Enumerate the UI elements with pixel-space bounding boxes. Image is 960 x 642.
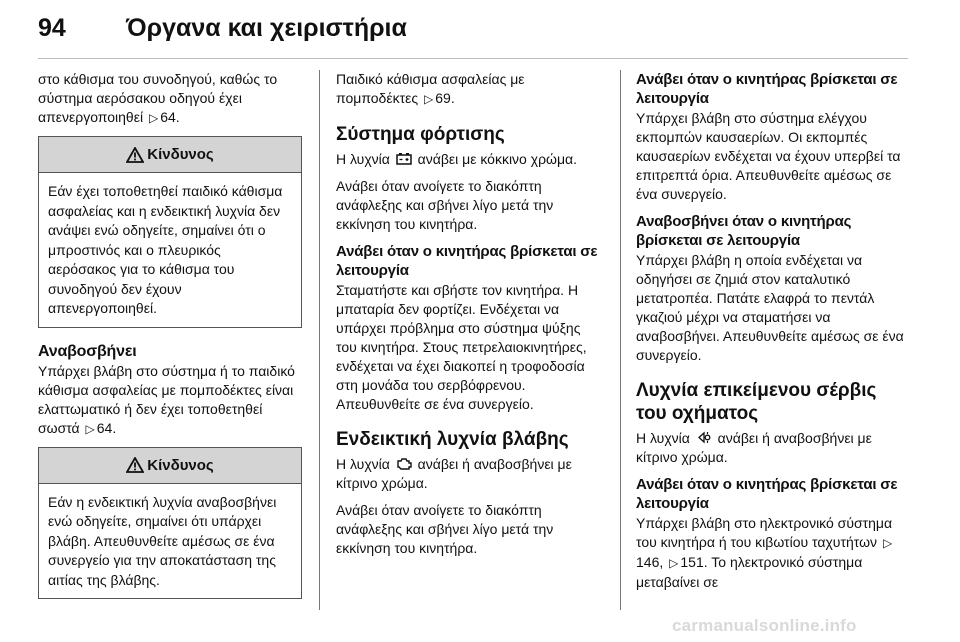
column-3: [636, 70, 904, 600]
column-divider: [319, 70, 320, 610]
page-header: [38, 14, 407, 46]
page-reference-arrow-icon: ▷: [424, 92, 434, 106]
subsection-heading: Αναβοσβήνει όταν ο κινητήρας βρίσκεται σε λειτουργία: [636, 213, 852, 249]
danger-box: [38, 447, 302, 600]
page-reference[interactable]: 146,: [636, 554, 664, 570]
paragraph: Υπάρχει βλάβη η οποία ενδέχεται να οδηγήσει σε ζημιά στον καταλυτικό μετατροπέα. Πατάτε ελαφρά το πεντάλ γκαζιού μέχρι να σταματήσει να αναβοσβήνει. Απευθυνθείτε αμέσως σε ένα συνεργείο.: [636, 252, 904, 363]
paragraph: Ανάβει όταν ανοίγετε το διακόπτη ανάφλεξης και σβήνει λίγο μετά την εκκίνηση του κινητήρα.: [336, 502, 554, 556]
page-reference[interactable]: 151.: [680, 554, 708, 570]
page-title: Όργανα και χειριστήρια: [126, 14, 407, 42]
paragraph: Υπάρχει βλάβη στο σύστημα ελέγχου εκπομπών καυσαερίων. Οι εκπομπές καυσαερίων ενδέχεται να έχουν υπερβεί τα επιτρεπτά όρια. Απευθυνθείτε αμέσως σε ένα συνεργείο.: [636, 110, 901, 202]
danger-box-title: Κίνδυνος: [147, 146, 214, 163]
section-heading: Σύστημα φόρτισης: [336, 124, 505, 145]
paragraph: Υπάρχει βλάβη στο σύστημα ή το παιδικό κάθισμα ασφαλείας με πομποδέκτες είναι ελαττωματικό ή δεν έχει τοποθετηθεί σωστά ▷ 64.: [38, 362, 302, 439]
paragraph: Η λυχνία ανάβει ή αναβοσβήνει με κίτρινο χρώμα.: [336, 456, 572, 491]
subsection-heading: Ανάβει όταν ο κινητήρας βρίσκεται σε λειτουργία: [636, 71, 898, 107]
column-divider: [620, 70, 621, 610]
page-number: 94: [38, 14, 66, 42]
danger-box-text: Εάν έχει τοποθετηθεί παιδικό κάθισμα ασφαλείας και η ενδεικτική λυχνία δεν ανάψει ενώ οδηγείτε, σημαίνει ότι ο μπροστινός και ο πλευρικός αερόσακος για το κάθισμα του συνοδηγού δεν έχουν απενεργοποιηθεί.: [48, 183, 283, 316]
header-rule: [38, 58, 908, 59]
subsection-heading: Ανάβει όταν ο κινητήρας βρίσκεται σε λειτουργία: [636, 476, 898, 512]
page-reference-arrow-icon: ▷: [148, 111, 159, 125]
engine-check-icon: [396, 457, 412, 470]
section-heading: Αναβοσβήνει: [38, 342, 137, 360]
watermark: carmanualsonline.info: [672, 616, 857, 635]
paragraph: Η λυχνία ανάβει με κόκκινο χρώμα.: [336, 151, 578, 167]
danger-box-header: [39, 137, 301, 173]
column-2: [336, 70, 604, 566]
paragraph: Η λυχνία ανάβει ή αναβοσβήνει με κίτρινο χρώμα.: [636, 430, 872, 465]
danger-box-header: [39, 448, 301, 484]
page-reference[interactable]: 69.: [435, 90, 455, 106]
warning-triangle-icon: [126, 457, 144, 473]
page-reference-arrow-icon: ▷: [882, 536, 893, 550]
battery-icon: [396, 152, 412, 165]
subsection-heading: Ανάβει όταν ο κινητήρας βρίσκεται σε λειτουργία: [336, 243, 598, 279]
page-reference[interactable]: 64.: [96, 419, 117, 436]
danger-box: [38, 136, 302, 328]
section-heading: Ενδεικτική λυχνία βλάβης: [336, 429, 569, 450]
danger-box-title: Κίνδυνος: [147, 456, 214, 474]
paragraph: στο κάθισμα του συνοδηγού, καθώς το σύστημα αερόσακου οδηγού έχει απενεργοποιηθεί ▷ 64.: [38, 70, 302, 128]
danger-box-text: Εάν η ενδεικτική λυχνία αναβοσβήνει ενώ οδηγείτε, σημαίνει ότι υπάρχει βλάβη. Απευθυνθείτε αμέσως σε ένα συνεργείο για την αποκατάσταση της αιτίας της βλάβης.: [48, 493, 277, 588]
section-heading: Λυχνία επικείμενου σέρβις του οχήματος: [636, 380, 877, 424]
paragraph: Ανάβει όταν ανοίγετε το διακόπτη ανάφλεξης και σβήνει λίγο μετά την εκκίνηση του κινητήρα.: [336, 178, 554, 232]
paragraph: Σταματήστε και σβήστε τον κινητήρα. Η μπαταρία δεν φορτίζει. Ενδέχεται να υπάρχει πρόβλημα στο σύστημα ψύξης του κινητήρα. Στους πετρελαιοκινητήρες, ενδέχεται να έχει διακοπεί η τροφοδοσία στη μονάδα του σερβόφρενου. Απευθυνθείτε σε ένα συνεργείο.: [336, 282, 587, 412]
warning-triangle-icon: [126, 147, 144, 163]
column-1: [38, 70, 302, 613]
page-reference[interactable]: 64.: [160, 109, 180, 125]
paragraph: Υπάρχει βλάβη στο ηλεκτρονικό σύστημα του κινητήρα ή του κιβωτίου ταχυτήτων ▷146, ▷ 151. Το ηλεκτρονικό σύστημα μεταβαίνει σε: [636, 515, 893, 590]
page-reference-arrow-icon: ▷: [85, 421, 95, 436]
paragraph: Παιδικό κάθισμα ασφαλείας με πομποδέκτες ▷ 69.: [336, 70, 604, 109]
service-vehicle-icon: [696, 431, 712, 444]
page-reference-arrow-icon: ▷: [669, 556, 679, 570]
